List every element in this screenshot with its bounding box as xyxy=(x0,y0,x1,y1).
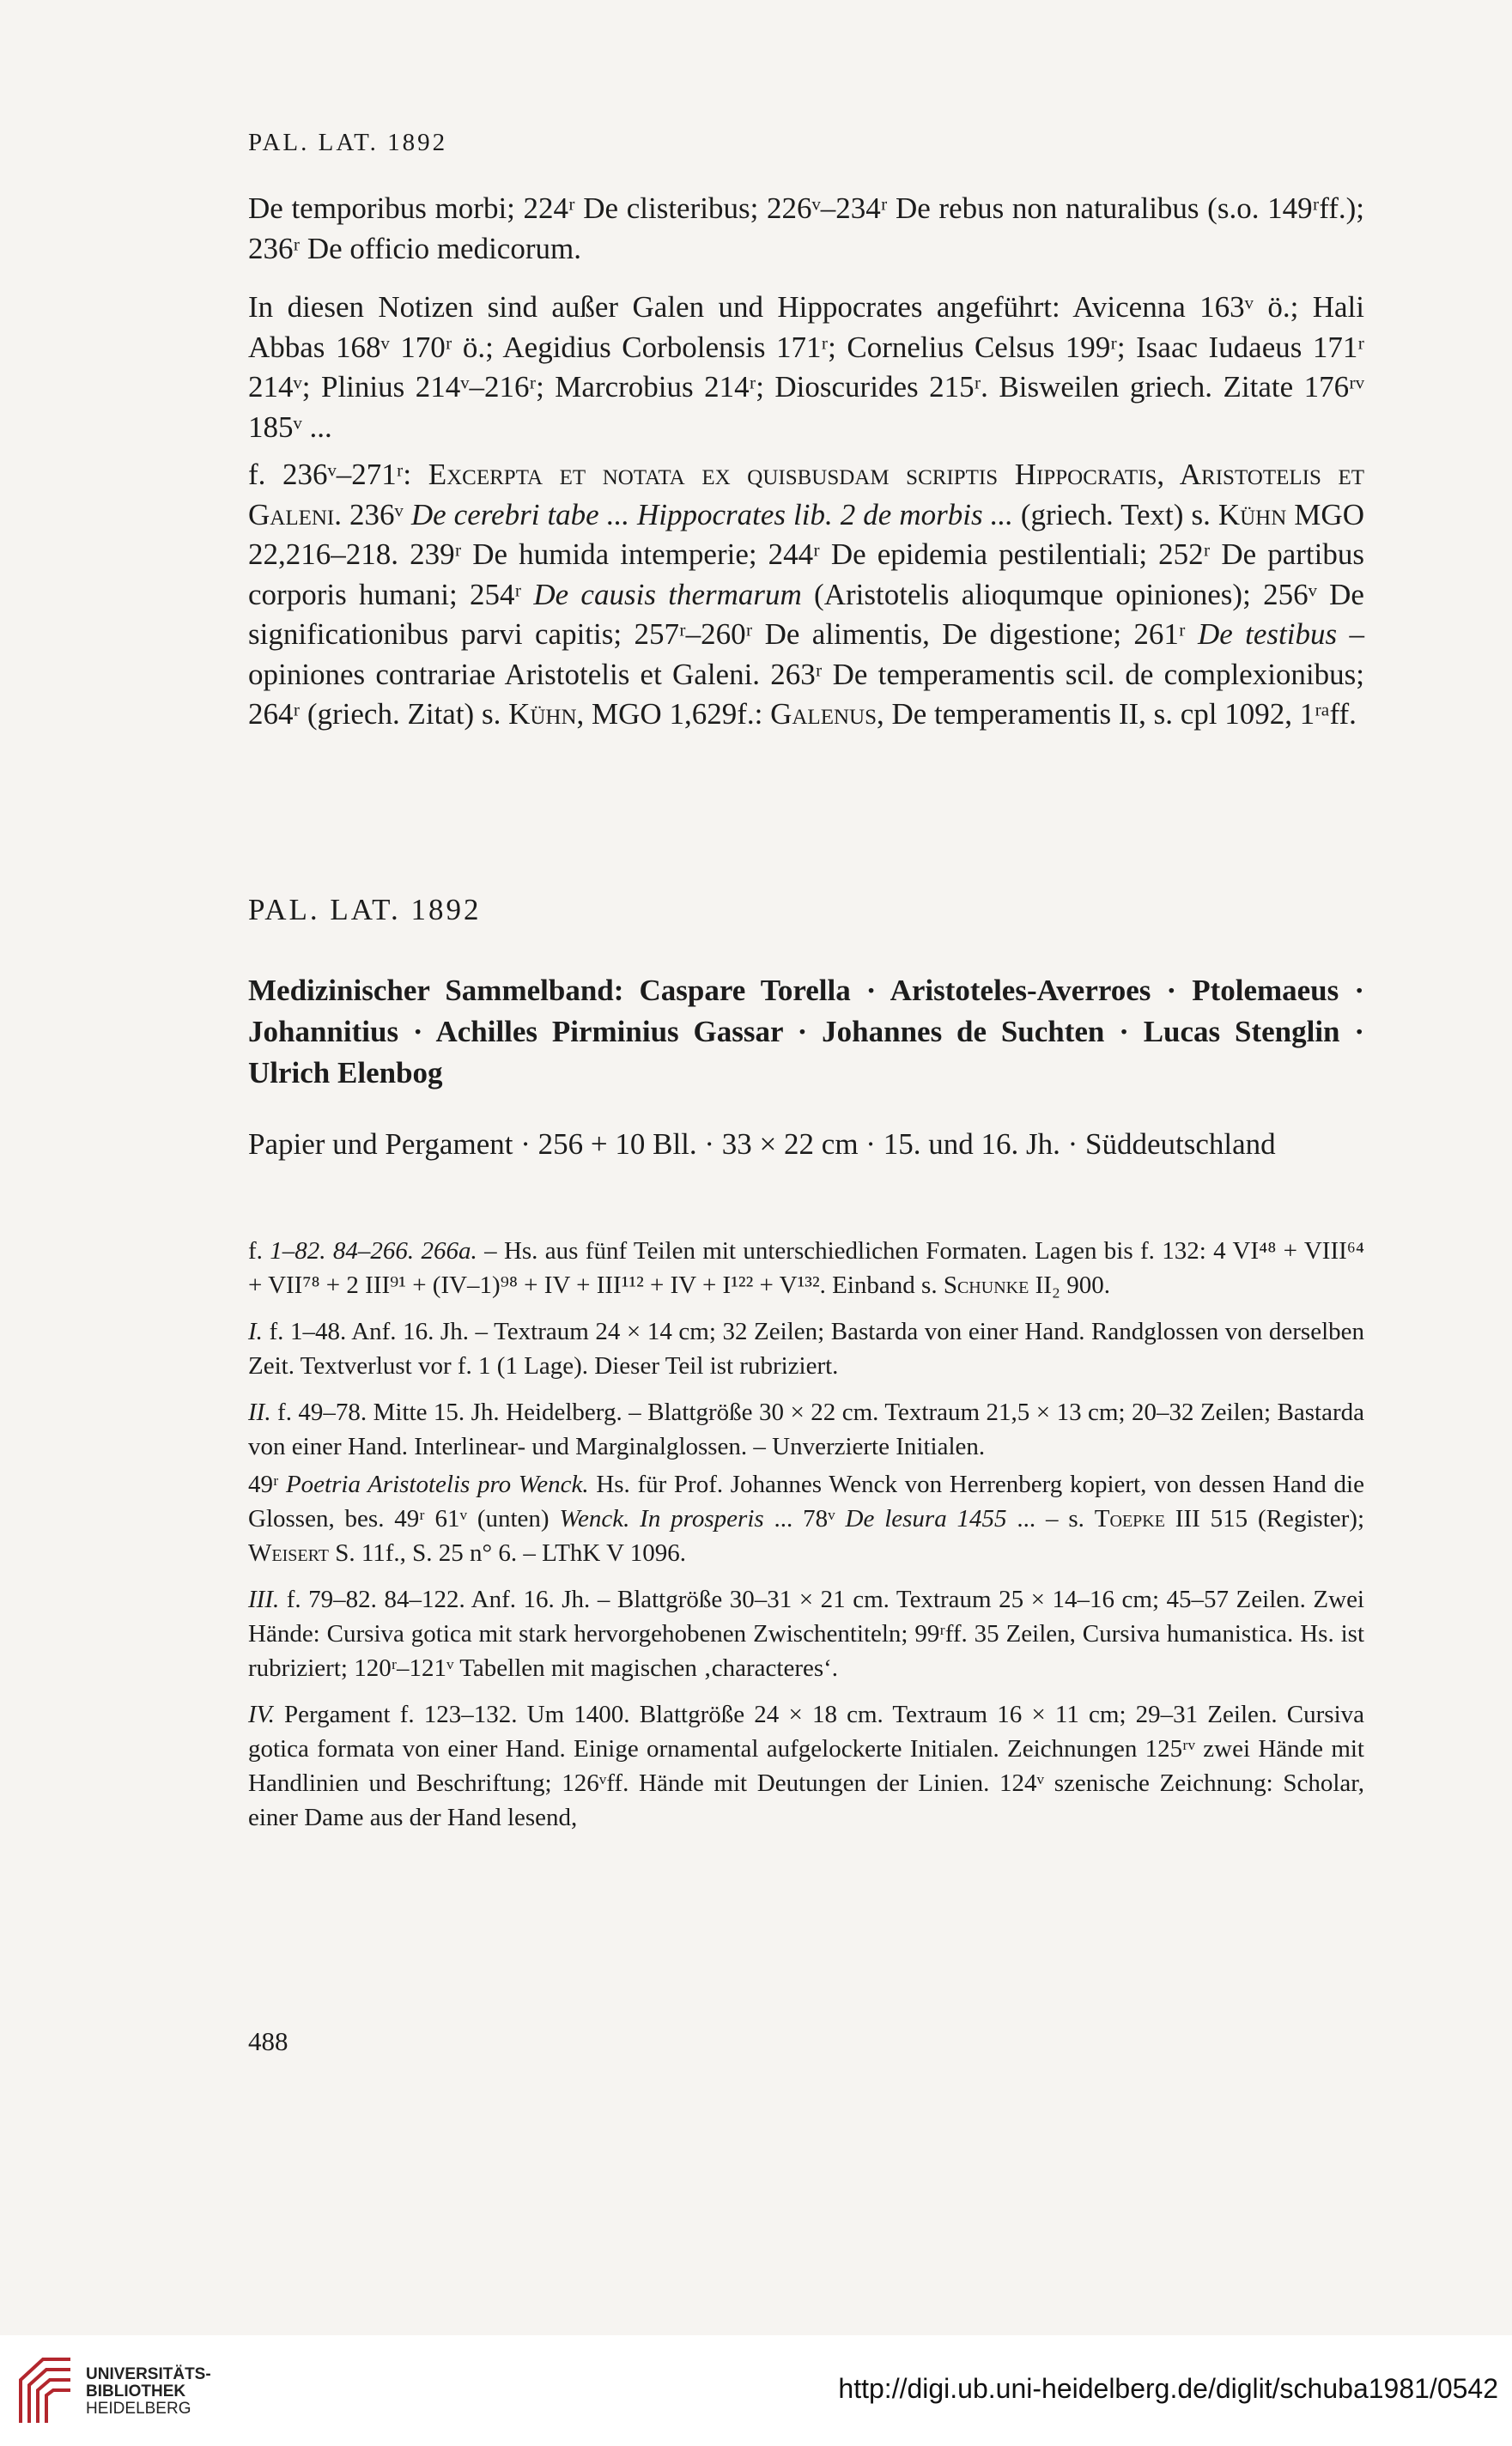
incipit: Wenck. In prosperis xyxy=(559,1505,764,1533)
part-text: f. 49–78. Mitte 15. Jh. Heidelberg. – Blattgröße 30 × 22 cm. Textraum 21,5 × 13 cm; 20–32 Zeilen; Bastarda von einer Hand. Interlinear- und Marginalglossen. – Unverzierte Initialen. xyxy=(248,1399,1364,1460)
source-url-link[interactable]: http://digi.ub.uni-heidelberg.de/diglit/schuba1981/0542 xyxy=(838,2373,1498,2404)
text-segment: f. xyxy=(248,1237,270,1265)
footer-bar xyxy=(0,2335,1512,2446)
text-segment: , De temperamentis II, s. cpl 1092, 1ʳᵃff. xyxy=(876,697,1357,731)
incipit: De testibus xyxy=(1197,617,1338,651)
text-segment: MGO 22,216–218. 239ʳ De humida intemperie; 244ʳ De epidemia pestilentiali; 252ʳ De partibus corporis humani; 254ʳ xyxy=(248,497,1364,611)
part-label: IV. xyxy=(248,1701,275,1728)
part-label: II. xyxy=(248,1399,271,1426)
text-segment: II₂ 900. xyxy=(1029,1272,1110,1299)
library-name-line: UNIVERSITÄTS- xyxy=(86,2365,211,2383)
physical-description-text: Papier und Pergament · 256 + 10 Bll. · 33 × 22 cm · 15. und 16. Jh. · Süddeutschland xyxy=(248,1127,1276,1161)
incipit: De lesura 1455 xyxy=(845,1505,1007,1533)
folio-range: f. 236ᵛ–271ʳ: xyxy=(248,458,428,491)
incipit: De cerebri tabe ... Hippocrates lib. 2 de morbis ... xyxy=(410,497,1013,531)
text-segment: 236ᵛ xyxy=(342,497,411,531)
author-reference: Kühn xyxy=(508,697,577,731)
incipit: Poetria Aristotelis pro Wenck. xyxy=(285,1471,589,1498)
part-two xyxy=(248,1395,1364,1464)
incipit: De causis thermarum xyxy=(533,577,802,611)
continuation-paragraph-1: De temporibus morbi; 224ʳ De clisteribus; 226ᵛ–234ʳ De rebus non naturalibus (s.o. 149ʳff.); 236ʳ De officio medicorum. xyxy=(248,191,1364,265)
manuscript-title: Medizinischer Sammelband: Caspare Torella · Aristoteles-Averroes · Ptolemaeus · Johannitius · Achilles Pirminius Gassar · Johannes de Suchten · Lucas Stenglin · Ulrich Elenbog xyxy=(248,974,1364,1089)
part-text: f. 79–82. 84–122. Anf. 16. Jh. – Blattgröße 30–31 × 21 cm. Textraum 25 × 14–16 cm; 45–57 Zeilen. Zwei Hände: Cursiva gotica mit stark hervorgehobenen Zwischentiteln; 99ʳff. 35 Zeilen, Cursiva humanistica. Hs. ist rubriziert; 120ʳ–121ᵛ Tabellen mit magischen ‚characteres‘. xyxy=(248,1586,1364,1682)
wenck-note xyxy=(248,1467,1364,1570)
part-three xyxy=(248,1582,1364,1685)
text-segment: ... 78ᵛ xyxy=(763,1505,846,1533)
text-segment: III 515 (Register); xyxy=(1164,1505,1365,1533)
text-segment: ... – s. xyxy=(1006,1505,1095,1533)
codicological-description xyxy=(248,1234,1364,1835)
text-segment: S. 11f., S. 25 n° 6. – LThK V 1096. xyxy=(328,1539,686,1567)
text-segment: – opiniones contrariae Aristotelis et Galeni. 263ʳ De temperamentis scil. de complexionibus; 264ʳ (griech. Zitat) s. xyxy=(248,617,1364,731)
text-segment: Hs. für Prof. Johannes Wenck von Herrenberg kopiert, von dessen Hand die Glossen, bes. 49ʳ 61ᵛ (unten) xyxy=(248,1471,1364,1533)
part-one xyxy=(248,1314,1364,1383)
excerpta-paragraph xyxy=(248,455,1364,735)
text-segment: , MGO 1,629f.: xyxy=(576,697,771,731)
library-name-line: HEIDELBERG xyxy=(86,2400,191,2418)
folio-range: 1–82. 84–266. 266a. xyxy=(270,1237,477,1265)
author-reference: Galenus xyxy=(770,697,877,731)
library-name xyxy=(86,2366,211,2418)
section-heading: PAL. LAT. 1892 xyxy=(248,893,482,926)
library-logo-icon xyxy=(17,2354,74,2425)
text-segment: – Hs. aus fünf Teilen mit unterschiedlichen Formaten. Lagen bis f. 132: 4 VI⁴⁸ + VIII⁶⁴ + VII⁷⁸ + 2 III⁹¹ + (IV–1)⁹⁸ + IV + III¹¹² + IV + I¹²² + V¹³². Einband s. xyxy=(248,1237,1364,1299)
excerpta-entry xyxy=(248,455,1364,735)
running-head: PAL. LAT. 1892 xyxy=(248,129,448,156)
author-reference: Weisert xyxy=(248,1539,329,1567)
excerpta-title: Excerpta et notata ex quisbusdam scriptis Hippocratis, Aristotelis et Galeni. xyxy=(248,458,1364,531)
part-text: f. 1–48. Anf. 16. Jh. – Textraum 24 × 14 cm; 32 Zeilen; Bastarda von einer Hand. Randglossen von derselben Zeit. Textverlust vor f. 1 (1 Lage). Dieser Teil ist rubriziert. xyxy=(248,1318,1364,1380)
author-reference: Kühn xyxy=(1217,497,1287,531)
author-reference: Schunke xyxy=(943,1272,1029,1299)
text-segment: 49ʳ xyxy=(248,1471,286,1498)
part-label: III. xyxy=(248,1586,280,1613)
continuation-text xyxy=(248,189,1364,447)
author-reference: Toepke xyxy=(1094,1505,1165,1533)
part-label: I. xyxy=(248,1318,263,1345)
page-number: 488 xyxy=(248,2026,288,2056)
text-segment: (Aristotelis alioqumque opiniones); 256ᵛ De significationibus parvi capitis; 257ʳ–260ʳ De alimentis, De digestione; 261ʳ xyxy=(248,577,1364,651)
library-name-line: BIBLIOTHEK xyxy=(86,2382,186,2400)
physical-description xyxy=(248,1125,1364,1165)
description-summary xyxy=(248,1234,1364,1302)
continuation-paragraph-2: In diesen Notizen sind außer Galen und Hippocrates angeführt: Avicenna 163ᵛ ö.; Hali Abbas 168ᵛ 170ʳ ö.; Aegidius Corbolensis 171ʳ; Cornelius Celsus 199ʳ; Isaac Iudaeus 171ʳ 214ᵛ; Plinius 214ᵛ–216ʳ; Marcrobius 214ʳ; Dioscurides 215ʳ. Bisweilen griech. Zitate 176ʳᵛ 185ᵛ ... xyxy=(248,290,1364,444)
text-segment: (griech. Text) s. xyxy=(1012,497,1218,531)
part-text: Pergament f. 123–132. Um 1400. Blattgröße 24 × 18 cm. Textraum 16 × 11 cm; 29–31 Zeilen. Cursiva gotica formata von einer Hand. Einige ornamental aufgelockerte Initialen. Zeichnungen 125ʳᵛ zwei Hände mit Handlinien und Beschriftung; 126ᵛff. Hände mit Deutungen der Linien. 124ᵛ szenische Zeichnung: Scholar, einer Dame aus der Hand lesend, xyxy=(248,1701,1364,1831)
part-four xyxy=(248,1697,1364,1835)
